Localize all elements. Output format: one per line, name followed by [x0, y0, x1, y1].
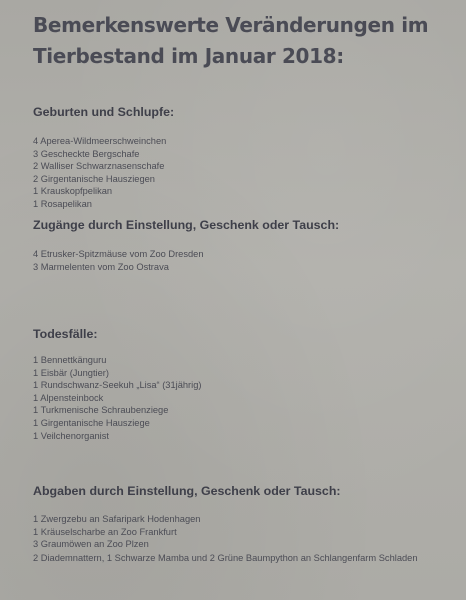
list-item: 2 Girgentanische Hausziegen	[33, 173, 155, 184]
list-item: 1 Zwergzebu an Safaripark Hodenhagen	[33, 514, 201, 524]
notice-title-line-2: Tierbestand im Januar 2018:	[33, 44, 344, 68]
list-item: 1 Turkmenische Schraubenziege	[33, 405, 169, 416]
notice-title	[33, 10, 428, 72]
deaths-list	[33, 354, 461, 442]
section-deaths	[33, 327, 461, 442]
births-list	[33, 135, 461, 211]
section-heading: Todesfälle:	[33, 327, 98, 341]
section-departures	[33, 484, 461, 565]
list-item: 1 Rundschwanz-Seekuh „Lisa“ (31jährig)	[33, 380, 202, 391]
list-item: 4 Etrusker-Spitzmäuse vom Zoo Dresden	[33, 249, 204, 259]
list-item: 2 Diademnattern, 1 Schwarze Mamba und 2 Grüne Baumpython an Schlangenfarm Schladen	[33, 552, 418, 563]
list-item: 1 Alpensteinbock	[33, 392, 104, 403]
section-arrivals	[33, 218, 461, 273]
list-item: 1 Kräuselscharbe an Zoo Frankfurt	[33, 526, 177, 537]
notice-title-line-1: Bemerkenswerte Veränderungen im	[33, 13, 429, 37]
section-heading: Geburten und Schlupfe:	[33, 105, 175, 119]
section-births	[33, 105, 461, 211]
list-item: 3 Gescheckte Bergschafe	[33, 148, 140, 159]
arrivals-list	[33, 248, 461, 273]
list-item: 3 Graumöwen an Zoo Plzen	[33, 539, 149, 550]
list-item: 1 Veilchenorganist	[33, 430, 109, 441]
list-item: 1 Bennettkänguru	[33, 355, 107, 365]
list-item: 4 Aperea-Wildmeerschweinchen	[33, 136, 167, 146]
list-item: 2 Walliser Schwarznasenschafe	[33, 161, 165, 172]
section-heading: Zugänge durch Einstellung, Geschenk oder Tausch:	[33, 218, 340, 232]
departures-list	[33, 513, 461, 565]
list-item: 1 Eisbär (Jungtier)	[33, 367, 109, 378]
section-heading: Abgaben durch Einstellung, Geschenk oder Tausch:	[33, 484, 341, 498]
list-item: 1 Krauskopfpelikan	[33, 186, 113, 197]
list-item: 1 Rosapelikan	[33, 198, 92, 209]
list-item: 1 Girgentanische Hausziege	[33, 417, 150, 428]
list-item: 3 Marmelenten vom Zoo Ostrava	[33, 261, 169, 272]
